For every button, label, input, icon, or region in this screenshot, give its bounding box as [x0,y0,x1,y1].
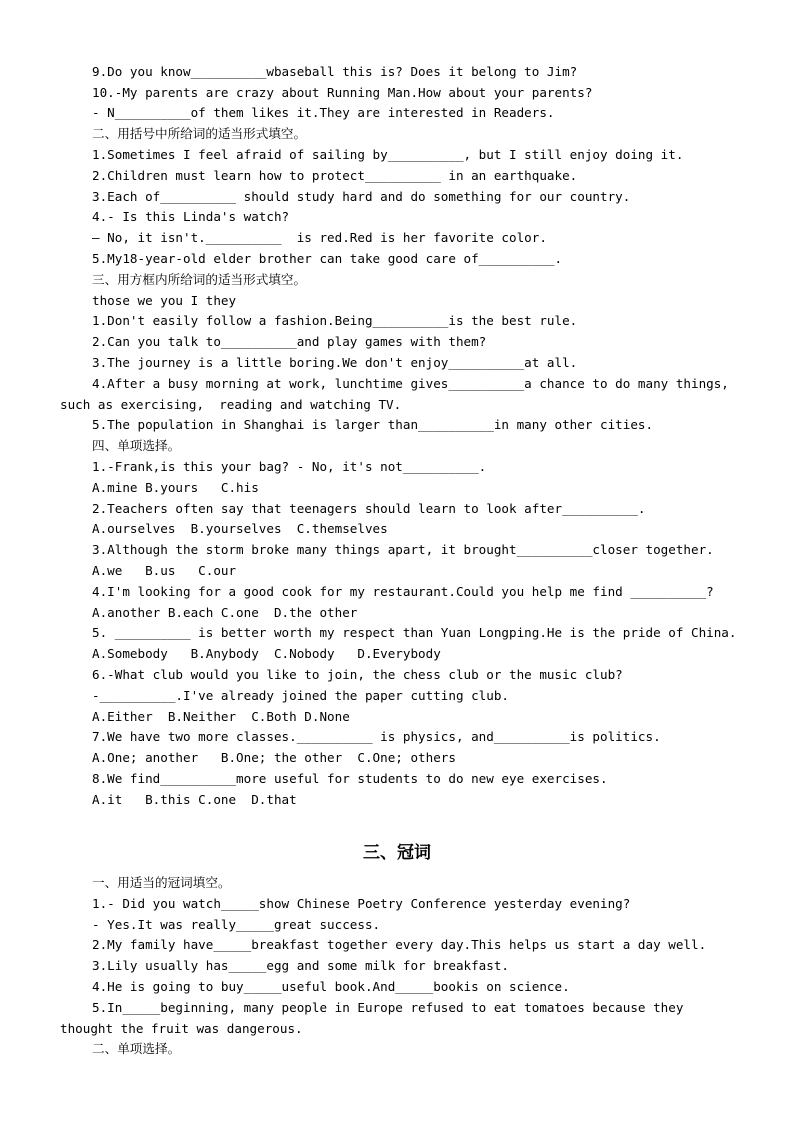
text-line: A.Either B.Neither C.Both D.None [92,709,350,724]
text-line: thought the fruit was dangerous. [60,1021,303,1036]
text-line: 9.Do you know__________wbaseball this is? Does it belong to Jim? [92,64,578,79]
text-line: - Yes.It was really_____great success. [92,917,381,932]
text-line: 4.I'm looking for a good cook for my restaurant.Could you help me find __________? [92,584,714,599]
text-line: 1.Don't easily follow a fashion.Being__________is the best rule. [92,313,578,328]
text-line: A.ourselves B.yourselves C.themselves [92,521,388,536]
text-line: 10.-My parents are crazy about Running Man.How about your parents? [92,85,593,100]
text-line: A.another B.each C.one D.the other [92,605,358,620]
section-heading: 三、用方框内所给词的适当形式填空。 [92,272,307,287]
section-heading: 二、用括号中所给词的适当形式填空。 [92,126,307,141]
text-line: 3.Although the storm broke many things apart, it brought__________closer together. [92,542,714,557]
text-line: 2.Children must learn how to protect__________ in an earthquake. [92,168,578,183]
text-line: such as exercising, reading and watching TV. [60,397,402,412]
text-line: A.it B.this C.one D.that [92,792,297,807]
text-line: 8.We find__________more useful for students to do new eye exercises. [92,771,608,786]
text-line: 5.The population in Shanghai is larger than__________in many other cities. [92,417,654,432]
text-line: A.we B.us C.our [92,563,237,578]
section-heading: 四、单项选择。 [92,438,181,453]
text-line: A.Somebody B.Anybody C.Nobody D.Everybody [92,646,441,661]
text-line: 6.-What club would you like to join, the chess club or the music club? [92,667,623,682]
text-line: 2.Teachers often say that teenagers should learn to look after__________. [92,501,646,516]
text-line: 2.Can you talk to__________and play games with them? [92,334,487,349]
text-line: 1.Sometimes I feel afraid of sailing by__________, but I still enjoy doing it. [92,147,684,162]
text-line: A.One; another B.One; the other C.One; others [92,750,456,765]
text-line: 1.- Did you watch_____show Chinese Poetry Conference yesterday evening? [92,896,631,911]
text-line: 5.My18-year-old elder brother can take good care of__________. [92,251,563,266]
text-line: 4.He is going to buy_____useful book.And_____bookis on science. [92,979,570,994]
text-line: 4.- Is this Linda's watch? [92,209,290,224]
text-line: 7.We have two more classes.__________ is physics, and__________is politics. [92,729,661,744]
text-line: - N__________of them likes it.They are interested in Readers. [92,105,555,120]
text-line: 4.After a busy morning at work, lunchtime gives__________a chance to do many things, [92,376,729,391]
section-title: 三、冠词 [363,843,431,863]
text-line: 5. __________ is better worth my respect than Yuan Longping.He is the pride of China. [92,625,737,640]
section-heading: 二、单项选择。 [92,1041,181,1056]
text-line: 5.In_____beginning, many people in Europe refused to eat tomatoes because they [92,1000,684,1015]
text-line: 2.My family have_____breakfast together every day.This helps us start a day well. [92,937,707,952]
word-box: those we you I they [92,293,237,308]
text-line: 1.-Frank,is this your bag? - No, it's not__________. [92,459,487,474]
text-line: -__________.I've already joined the paper cutting club. [92,688,510,703]
text-line: 3.Each of__________ should study hard and do something for our country. [92,189,631,204]
section-heading: 一、用适当的冠词填空。 [92,875,231,890]
text-line: A.mine B.yours C.his [92,480,259,495]
text-line: — No, it isn't.__________ is red.Red is her favorite color. [92,230,547,245]
text-line: 3.The journey is a little boring.We don't enjoy__________at all. [92,355,578,370]
text-line: 3.Lily usually has_____egg and some milk for breakfast. [92,958,510,973]
